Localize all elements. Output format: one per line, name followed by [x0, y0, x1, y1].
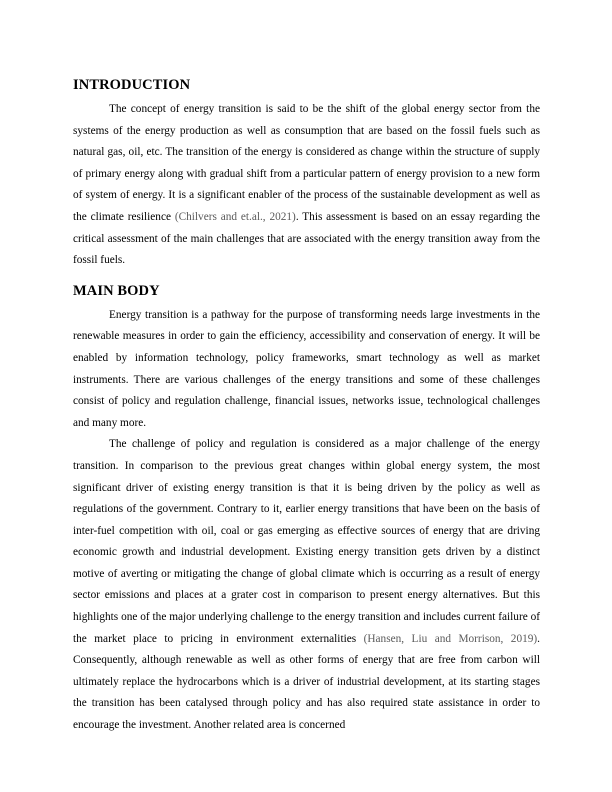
main-body-heading: MAIN BODY [73, 282, 160, 299]
main-body-paragraph-1: Energy transition is a pathway for the purpose of transforming needs large investments in the renewable measures in order to gain the efficiency, accessibility and conservation of energy. It will be enabled by information technology, policy frameworks, smart technology as well as market instruments. There are various challenges of the energy transitions and some of these challenges consist of policy and regulation challenge, financial issues, networks issue, technological challenges and many more. [73, 308, 540, 429]
introduction-heading: INTRODUCTION [73, 77, 191, 93]
introduction-text-end: . This assessment is based on an essay regarding the critical assessment of the main challenges that are associated with the energy transition away from the fossil fuels. [73, 210, 540, 267]
paragraph-2-text: The challenge of policy and regulation is considered as a major challenge of the energy transition. In comparison to the previous great changes within global energy system, the most significant driver of existing energy transition is that it is being driven by the policy as well as regulations of the government. Contrary to it, earlier energy transitions that have been on the basis of inter-fuel competition with oil, coal or gas emerging as effective sources of energy that are driving economic growth and industrial development. Existing energy transition gets driven by a distinct motive of averting or mitigating the change of global climate which is occurring as a result of energy sector emissions and places at a grater cost in comparison to present energy alternatives. But this highlights one of the major underlying challenge to the energy transition and includes current failure of the market place to pricing in environment externalities [73, 438, 540, 645]
main-body-paragraph-2 [73, 434, 540, 736]
introduction-paragraph [73, 99, 540, 272]
citation-hansen: (Hansen, Liu and Morrison, 2019) [363, 632, 538, 645]
introduction-text: The concept of energy transition is said to be the shift of the global energy sector from the systems of the energy production as well as consumption that are based on the fossil fuels such as natural gas, oil, etc. The transition of the energy is considered as change within the structure of supply of primary energy along with gradual shift from a particular pattern of energy provision to a new form of system of energy. It is a significant enabler of the process of the sustainable development as well as the climate resilience [73, 103, 540, 223]
citation-chilvers: (Chilvers and et.al., 2021) [174, 210, 296, 223]
paragraph-2-text-end: . Consequently, although renewable as well as other forms of energy that are free from carbon will ultimately replace the hydrocarbons which is a driver of industrial development, at its starting stages the transition has been catalysed through policy and has also required state assistance in order to encourage the investment. Another related area is concerned [73, 632, 540, 732]
document-page [73, 76, 540, 737]
